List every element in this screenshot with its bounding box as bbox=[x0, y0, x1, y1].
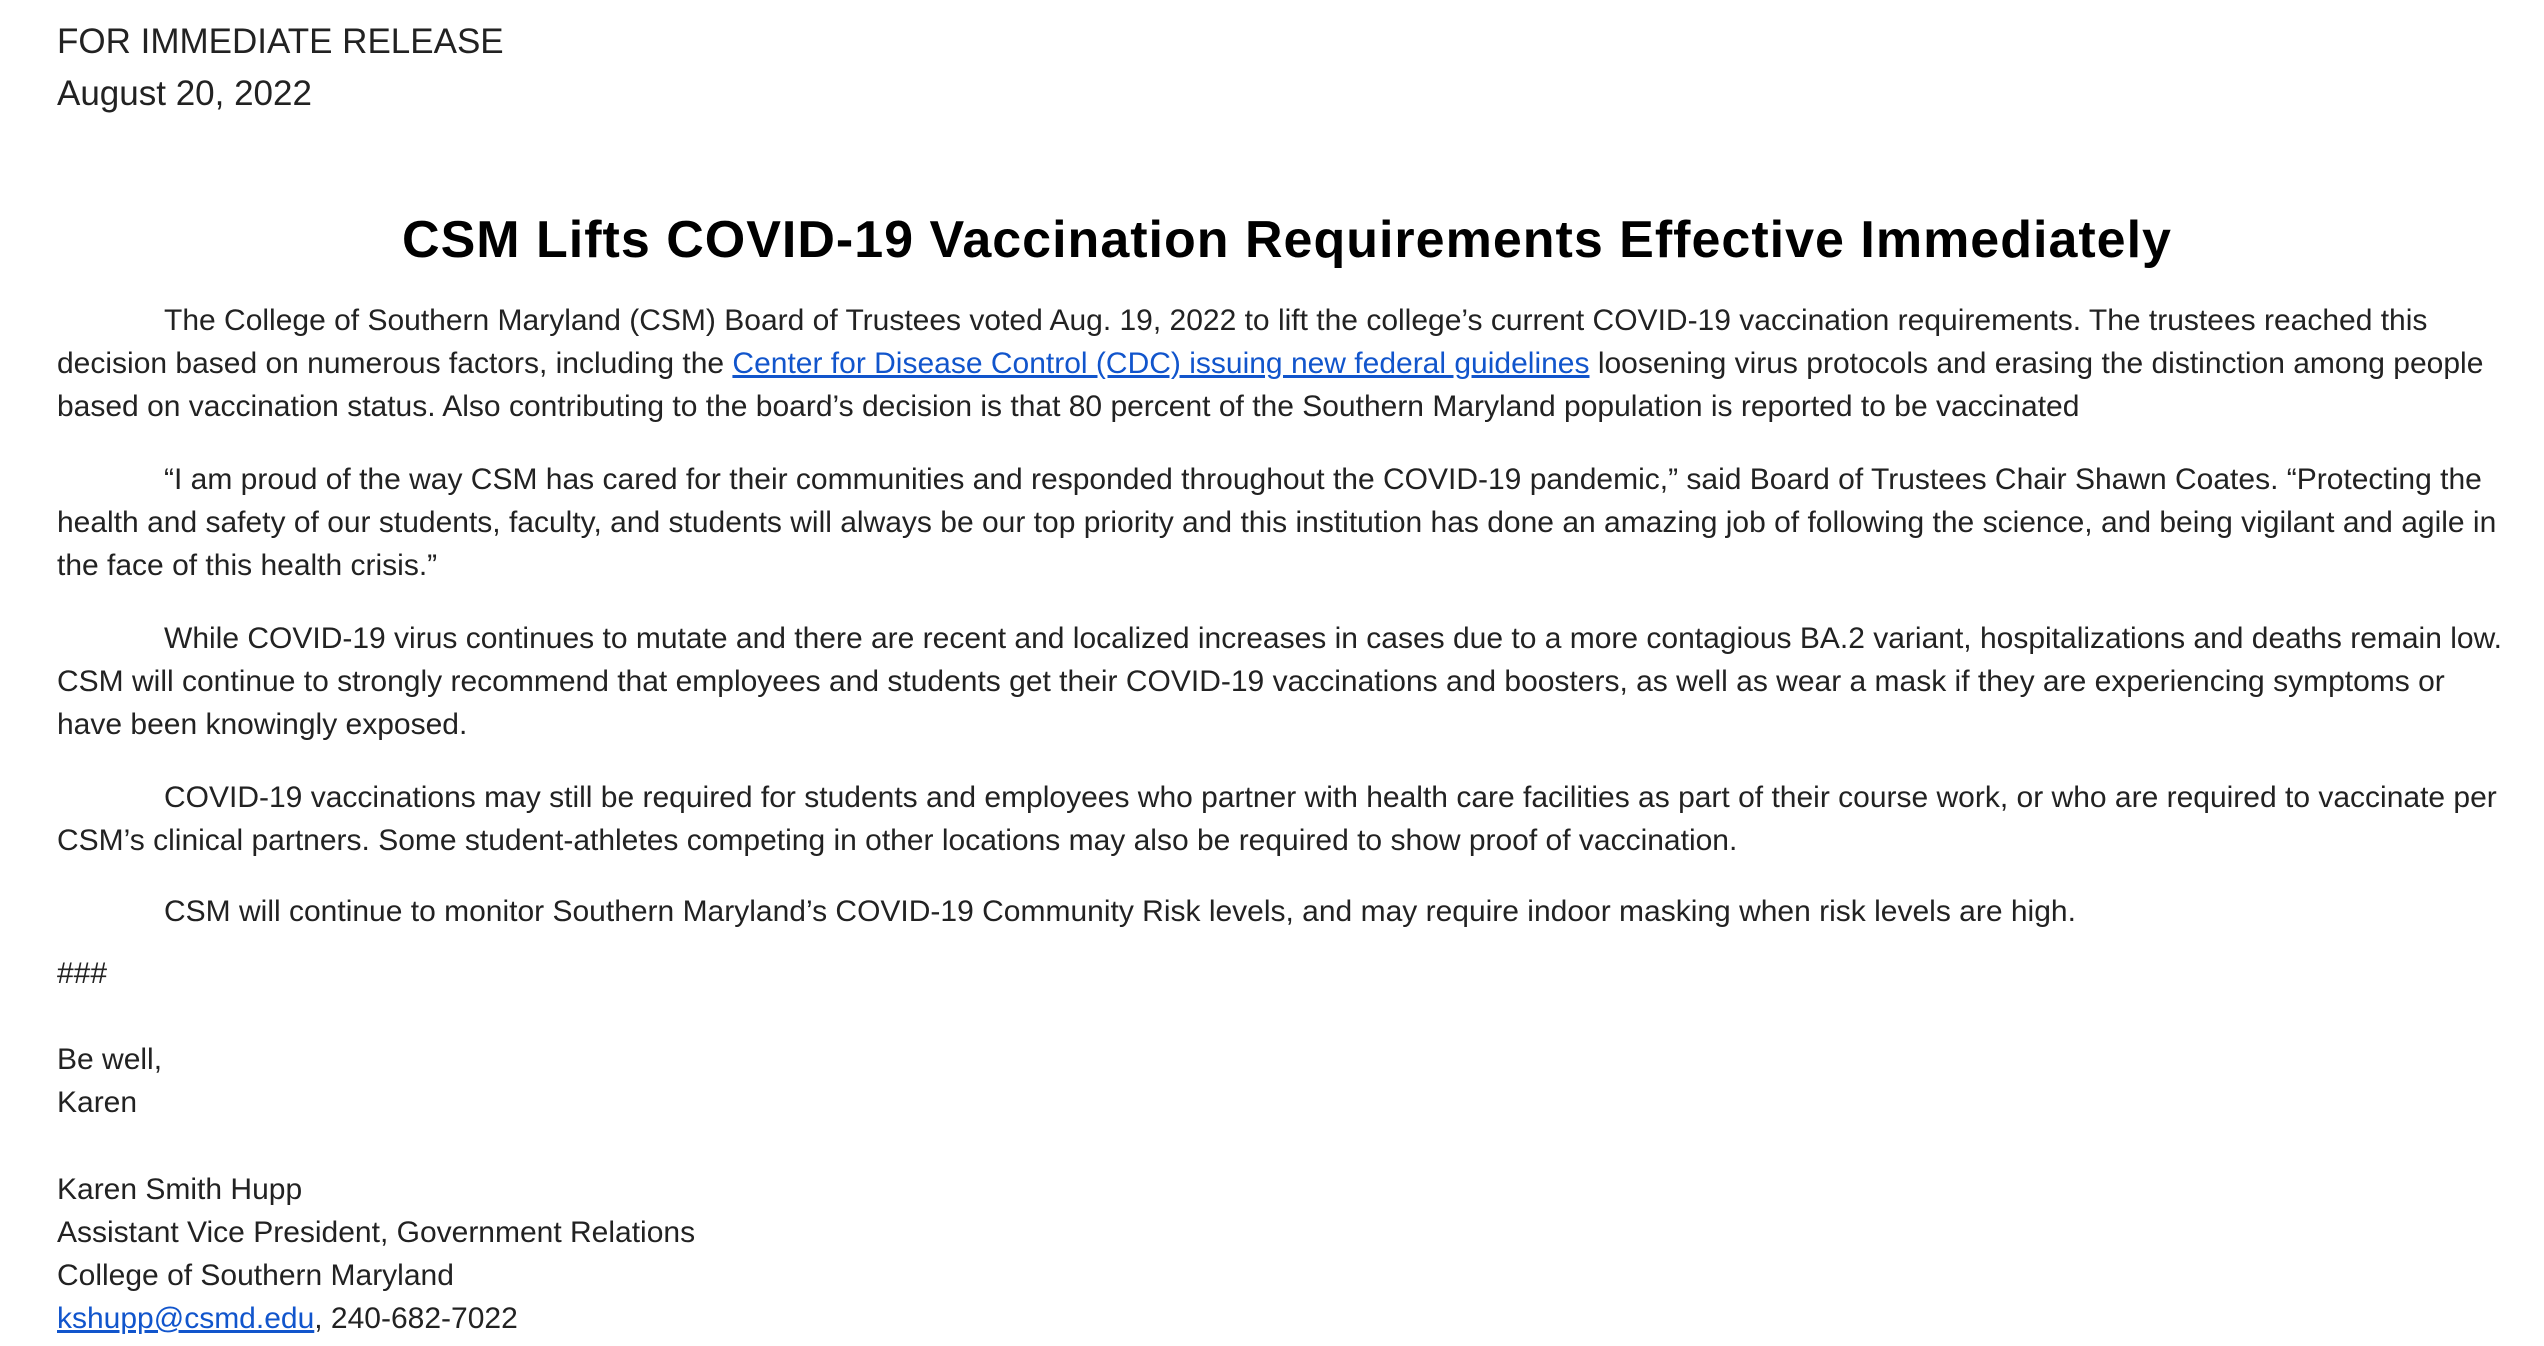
paragraph-1-text-start: The College of Southern Maryland (CSM) Board of Trustees voted Aug. 19, 2022 to lift the college’s current COVID-19 vaccination requirements. The trustees reached this decision based on numerous factors, including the bbox=[57, 304, 2428, 380]
signature-contact bbox=[57, 1297, 518, 1340]
paragraph-4-text: COVID-19 vaccinations may still be required for students and employees who partner with health care facilities as part of their course work, or who are required to vaccinate per CSM’s clinical partners. Some student-athletes competing in other locations may also be required to show proof of vaccination. bbox=[57, 781, 2497, 857]
paragraph-4 bbox=[57, 776, 2517, 862]
paragraph-3 bbox=[57, 617, 2517, 746]
signature-name: Karen Smith Hupp bbox=[57, 1173, 303, 1206]
signature-organization: College of Southern Maryland bbox=[57, 1259, 454, 1292]
closing-greeting: Be well, bbox=[57, 1043, 163, 1076]
paragraph-5 bbox=[57, 890, 2517, 933]
release-label: FOR IMMEDIATE RELEASE bbox=[57, 22, 504, 61]
headline: CSM Lifts COVID-19 Vaccination Requirements Effective Immediately bbox=[402, 211, 2172, 269]
paragraph-1 bbox=[57, 299, 2517, 428]
paragraph-1-text-end: loosening virus protocols and erasing the distinction among people based on vaccination status. Also contributing to the board’s decision is that 80 percent of the Southern Maryland population is reported to be vaccinated bbox=[57, 347, 2484, 423]
signature-title: Assistant Vice President, Government Relations bbox=[57, 1216, 696, 1249]
paragraph-2 bbox=[57, 458, 2517, 587]
cdc-guidelines-link[interactable]: Center for Disease Control (CDC) issuing new federal guidelines bbox=[732, 347, 1590, 380]
paragraph-5-text: CSM will continue to monitor Southern Maryland’s COVID-19 Community Risk levels, and may require indoor masking when risk levels are high. bbox=[164, 895, 2076, 928]
paragraph-2-text: “I am proud of the way CSM has cared for their communities and responded throughout the COVID-19 pandemic,” said Board of Trustees Chair Shawn Coates. “Protecting the health and safety of our students, faculty, and students will always be our top priority and this institution has done an amazing job of following the science, and being vigilant and agile in the face of this health crisis.” bbox=[57, 463, 2497, 582]
release-date: August 20, 2022 bbox=[57, 74, 312, 113]
phone-number: , 240-682-7022 bbox=[314, 1302, 518, 1335]
end-mark: ### bbox=[57, 957, 108, 990]
closing-name: Karen bbox=[57, 1086, 138, 1119]
email-link[interactable]: kshupp@csmd.edu bbox=[57, 1302, 315, 1335]
paragraph-3-text: While COVID-19 virus continues to mutate and there are recent and localized increases in cases due to a more contagious BA.2 variant, hospitalizations and deaths remain low. CSM will continue to strongly recommend that employees and students get their COVID-19 vaccinations and boosters, as well as wear a mask if they are experiencing symptoms or have been knowingly exposed. bbox=[57, 622, 2502, 741]
